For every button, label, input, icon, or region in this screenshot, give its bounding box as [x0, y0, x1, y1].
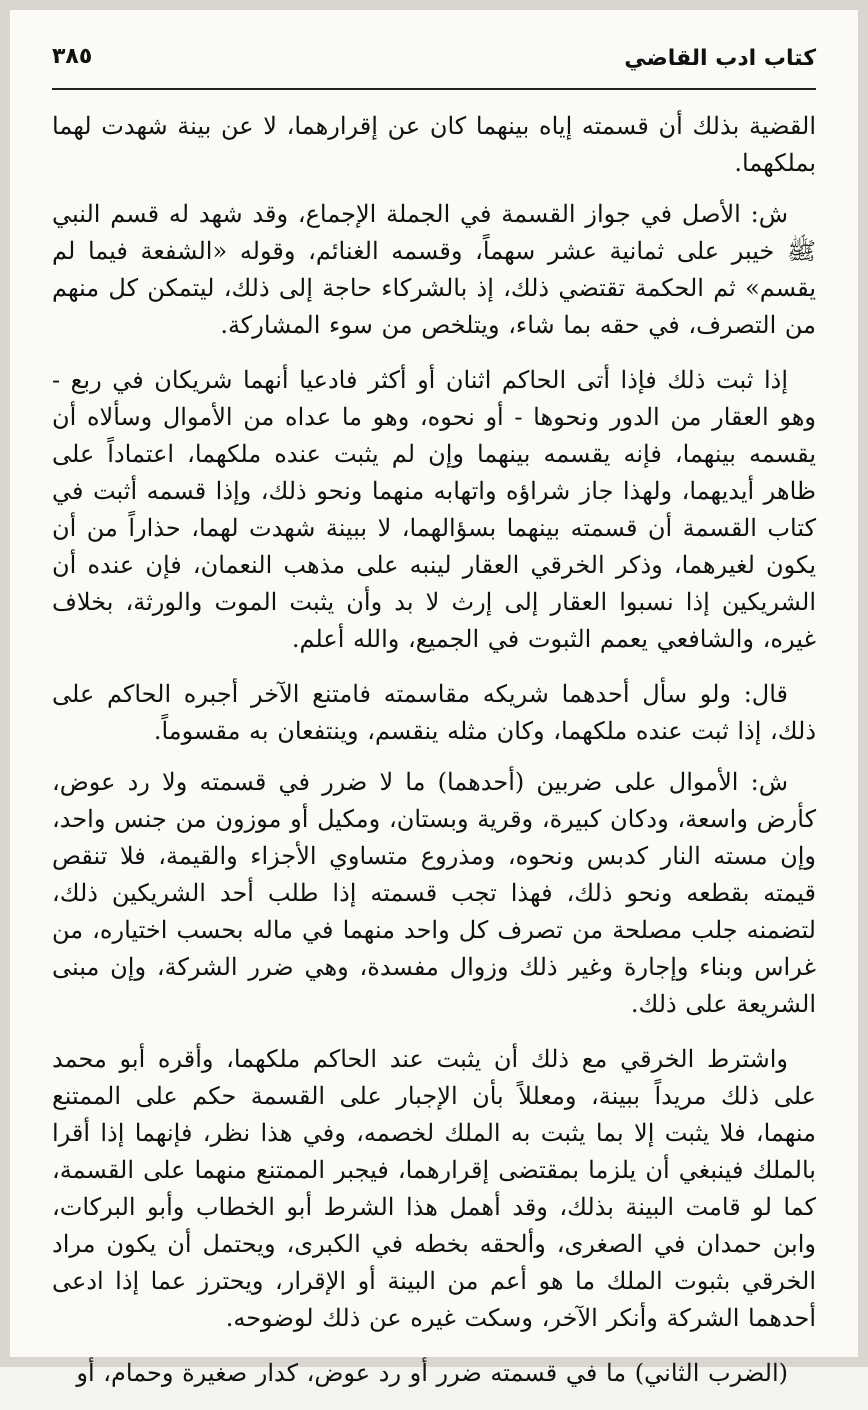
- book-title: كتاب ادب القاضي: [624, 46, 816, 71]
- paragraph-3: إذا ثبت ذلك فإذا أتى الحاكم اثنان أو أكثر فادعيا أنهما شريكان في ربع - وهو العقار من الدور ونحوها - أو نحوه، وهو ما عداه من الأموال وسألاه أن يقسمه بينهما، فإنه يقسمه بينهما وإن لم يثبت عنده ملكهما، اعتماداً على ظاهر أيديهما، ولهذا جاز شراؤه واتهابه منهما ونحو ذلك، وإذا قسمه أثبت في كتاب القسمة أن قسمته بينهما بسؤالهما، لا ببينة شهدت لهما، حذاراً من أن يكون لغيرهما، وذكر الخرقي العقار لينبه على مذهب النعمان، فإن عنده أن الشريكين إذا نسبوا العقار إلى إرث لا بد وأن يثبت الموت والورثة، بخلاف غيره، والشافعي يعمم الثبوت في الجميع، والله أعلم.: [52, 366, 816, 653]
- header-divider: [52, 88, 816, 90]
- page-number: ٣٨٥: [52, 44, 93, 69]
- paragraph-2: ش: الأصل في جواز القسمة في الجملة الإجماع، وقد شهد له قسم النبي ﷺ خيبر على ثمانية عشر سهماً، وقسمه الغنائم، وقوله «الشفعة فيما لم يقسم» ثم الحكمة تقتضي ذلك، إذ بالشركاء حاجة إلى ذلك، ليتمكن كل منهم من التصرف، في حقه بما شاء، ويتلخص من سوء المشاركة.: [52, 200, 816, 339]
- paragraph-4: قال: ولو سأل أحدهما شريكه مقاسمته فامتنع الآخر أجبره الحاكم على ذلك، إذا ثبت عنده ملكهما، وكان مثله ينقسم، وينتفعان به مقسوماً.: [52, 680, 816, 745]
- paragraph-1: القضية بذلك أن قسمته إياه بينهما كان عن إقرارهما، لا عن بينة شهدت لهما بملكهما.: [52, 112, 816, 177]
- page-header: [52, 38, 816, 90]
- paragraph-5: ش: الأموال على ضربين (أحدهما) ما لا ضرر في قسمته ولا رد عوض، كأرض واسعة، ودكان كبيرة، وقرية وبستان، ومكيل أو موزون من جنس واحد، وإن مسته النار كدبس ونحوه، ومذروع متساوي الأجزاء والقيمة، فلا تنقص قيمته بقطعه ونحو ذلك، فهذا تجب قسمته إذا طلب أحد الشريكين ذلك، لتضمنه جلب مصلحة من تصرف كل واحد منهما في ماله بحسب اختياره، من غراس وبناء وإجارة وغير ذلك وزوال مفسدة، وهي ضرر الشركة، وإن مبنى الشريعة على ذلك.: [52, 768, 816, 1018]
- page-body: [52, 108, 816, 1410]
- paragraph-7: (الضرب الثاني) ما في قسمته ضرر أو رد عوض، كدار صغيرة وحمام، أو: [76, 1359, 788, 1387]
- paragraph-6: واشترط الخرقي مع ذلك أن يثبت عند الحاكم ملكهما، وأقره أبو محمد على ذلك مريداً ببينة، ومعللاً بأن الإجبار على القسمة حكم على الممتنع منهما، فلا يثبت إلا بما يثبت به الملك لخصمه، وفي هذا نظر، فإنهما إذا أقرا بالملك فينبغي أن يلزما بمقتضى إقرارهما، فيجبر الممتنع منهما على القسمة، كما لو قامت البينة بذلك، وقد أهمل هذا الشرط أبو الخطاب وأبو البركات، وابن حمدان في الصغرى، وألحقه بخطه في الكبرى، ويحتمل أن يكون مراد الخرقي بثبوت الملك ما هو أعم من البينة أو الإقرار، ويحترز عما إذا ادعى أحدهما الشركة وأنكر الآخر، وسكت غيره عن ذلك لوضوحه.: [52, 1045, 816, 1332]
